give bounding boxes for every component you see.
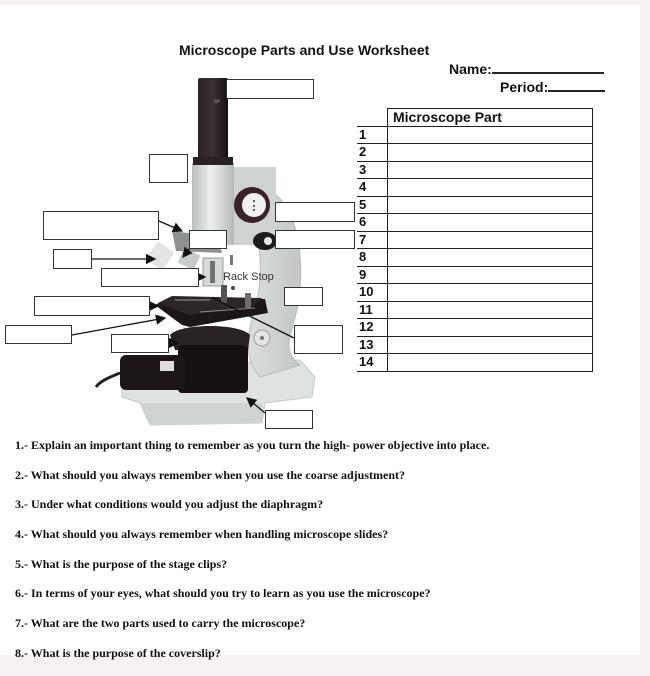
table-row: [357, 354, 593, 372]
period-field: [500, 77, 605, 95]
table-row: [357, 214, 593, 232]
part-answer-cell[interactable]: [388, 319, 593, 337]
name-field: [449, 59, 604, 77]
row-number: 8: [357, 249, 388, 267]
period-label: Period:: [500, 79, 549, 95]
part-answer-cell[interactable]: [388, 214, 593, 232]
table-row: [357, 319, 593, 337]
microscope-diagram: [0, 5, 360, 435]
label-box-6[interactable]: [275, 230, 355, 249]
table-row: [357, 144, 593, 162]
part-answer-cell[interactable]: [388, 144, 593, 162]
row-number: 13: [357, 336, 388, 354]
row-number: 2: [357, 144, 388, 162]
table-row: [357, 266, 593, 284]
question-item: 8.- What is the purpose of the coverslip?: [15, 645, 221, 660]
table-row: [357, 231, 593, 249]
number-column-header: [357, 109, 388, 127]
worksheet-title: Microscope Parts and Use Worksheet: [179, 42, 430, 58]
label-box-5[interactable]: [189, 230, 227, 249]
part-answer-cell[interactable]: [388, 354, 593, 372]
label-box-13[interactable]: [111, 334, 169, 353]
part-column-header: Microscope Part: [388, 109, 593, 127]
part-answer-cell[interactable]: [388, 301, 593, 319]
eyepiece-marking: WF: [214, 99, 221, 104]
parts-table-header-row: [357, 109, 593, 127]
label-box-10[interactable]: [34, 296, 150, 316]
label-box-2[interactable]: [149, 154, 188, 183]
part-answer-cell[interactable]: [388, 196, 593, 214]
label-box-1[interactable]: [226, 79, 314, 99]
row-number: 9: [357, 266, 388, 284]
label-box-4[interactable]: [43, 211, 159, 240]
period-blank[interactable]: [548, 77, 605, 92]
name-blank[interactable]: [492, 59, 604, 74]
question-item: 7.- What are the two parts used to carry the microscope?: [15, 616, 306, 631]
row-number: 6: [357, 214, 388, 232]
label-box-7[interactable]: [53, 249, 92, 269]
table-row: [357, 196, 593, 214]
question-item: 6.- In terms of your eyes, what should you try to learn as you use the microscope?: [15, 586, 431, 601]
table-row: [357, 161, 593, 179]
table-row: [357, 126, 593, 144]
row-number: 14: [357, 354, 388, 372]
label-box-14[interactable]: [265, 410, 313, 429]
row-number: 4: [357, 179, 388, 197]
label-box-12[interactable]: [294, 325, 343, 354]
part-answer-cell[interactable]: [388, 266, 593, 284]
part-answer-cell[interactable]: [388, 161, 593, 179]
label-box-8[interactable]: [101, 268, 199, 287]
worksheet-page: [0, 5, 640, 660]
parts-table: [357, 108, 593, 372]
part-answer-cell[interactable]: [388, 179, 593, 197]
question-item: 2.- What should you always remember when you use the coarse adjustment?: [15, 467, 406, 482]
questions-list: [15, 438, 489, 676]
question-item: 3.- Under what conditions would you adjust the diaphragm?: [15, 497, 324, 512]
name-label: Name:: [449, 61, 492, 77]
row-number: 10: [357, 284, 388, 302]
row-number: 1: [357, 126, 388, 144]
label-box-11[interactable]: [5, 325, 72, 344]
row-number: 3: [357, 161, 388, 179]
question-item: 4.- What should you always remember when handling microscope slides?: [15, 527, 389, 542]
table-row: [357, 336, 593, 354]
table-row: [357, 179, 593, 197]
rack-stop-label: Rack Stop: [223, 271, 274, 283]
row-number: 5: [357, 196, 388, 214]
part-answer-cell[interactable]: [388, 336, 593, 354]
question-item: 5.- What is the purpose of the stage clips?: [15, 556, 228, 571]
table-row: [357, 301, 593, 319]
label-box-3[interactable]: [275, 202, 355, 222]
label-box-9[interactable]: [284, 287, 323, 306]
part-answer-cell[interactable]: [388, 126, 593, 144]
question-item: 1.- Explain an important thing to remember as you turn the high- power objective into place.: [15, 438, 490, 452]
row-number: 12: [357, 319, 388, 337]
part-answer-cell[interactable]: [388, 231, 593, 249]
part-answer-cell[interactable]: [388, 284, 593, 302]
table-row: [357, 249, 593, 267]
part-answer-cell[interactable]: [388, 249, 593, 267]
row-number: 11: [357, 301, 388, 319]
table-row: [357, 284, 593, 302]
row-number: 7: [357, 231, 388, 249]
